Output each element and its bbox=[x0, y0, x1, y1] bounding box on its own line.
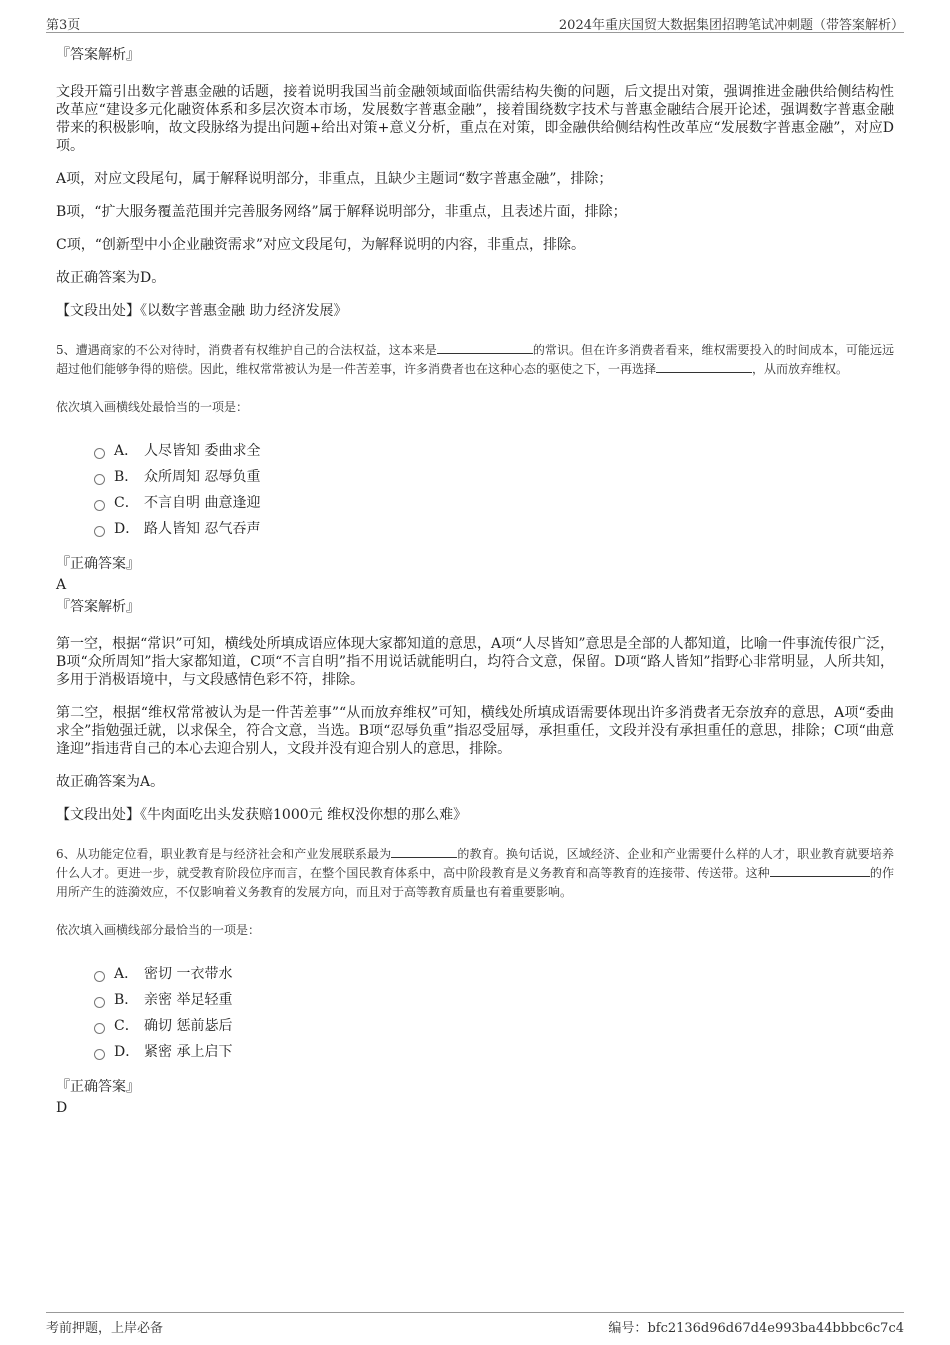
q4-analysis-para-1: 文段开篇引出数字普惠金融的话题，接着说明我国当前金融领域面临供需结构失衡的问题，后文提出对策，强调推进金融供给侧结构性改革应“建设多元化融资体系和多层次资本市场，发展数字普惠金融”，接着围绕数字技术与普惠金融结合展开论述，强调数字普惠金融带来的积极影响，故文段脉络为提出问题+给出对策+意义分析，重点在对策，即金融供给侧结构性改革应“发展数字普惠金融”，对应D项。 bbox=[56, 84, 894, 154]
option-text: 亲密 举足轻重 bbox=[144, 992, 233, 1008]
footer-slogan: 考前押题，上岸必备 bbox=[46, 1321, 164, 1336]
page-footer bbox=[46, 1312, 904, 1335]
q6-options bbox=[94, 961, 894, 1065]
footer-code-value: bfc2136d96d67d4e993ba44bbbc6c7c4 bbox=[647, 1321, 904, 1336]
option-text: 人尽皆知 委曲求全 bbox=[144, 443, 261, 459]
option-text: 紧密 承上启下 bbox=[144, 1044, 233, 1060]
q5-analysis-para-1: 第一空，根据“常识”可知，横线处所填成语应体现大家都知道的意思，A项“人尽皆知”意思是全部的人都知道，比喻一件事流传很广泛，B项“众所周知”指大家都知道，C项“不言自明”指不用说话就能明白，均符合文意，保留。D项“路人皆知”指野心非常明显，人所共知，多用于消极语境中，与文段感情色彩不符，排除。 bbox=[56, 636, 894, 688]
q6-blank-1 bbox=[391, 845, 457, 858]
radio-icon[interactable] bbox=[94, 997, 105, 1008]
q6-text-b: 的教育。换句话说，区域经济、企业和产业需要什么样的人才，职业教育就要培养什么人才。更进一步，就受教育阶段位序而言，在整个国民教育体系中，高中阶段教育是义务教育和高等教育的连接带、传送带。这种 bbox=[56, 847, 894, 880]
q5-answer: A bbox=[56, 577, 67, 593]
q5-source-title: 《牛肉面吃出头发获赔1000元 维权没你想的那么难》 bbox=[140, 807, 468, 823]
q6-option-b[interactable] bbox=[94, 987, 894, 1013]
q4-source-title: 《以数字普惠金融 助力经济发展》 bbox=[140, 303, 348, 319]
q5-option-d[interactable] bbox=[94, 516, 894, 542]
page-number: 第3页 bbox=[46, 18, 81, 33]
q4-source bbox=[56, 302, 894, 321]
q5-option-c[interactable] bbox=[94, 490, 894, 516]
q5-text-c: ，从而放弃维权。 bbox=[752, 362, 849, 376]
q4-analysis-para-4: C项，“创新型中小企业融资需求”对应文段尾句，为解释说明的内容，非重点，排除。 bbox=[56, 237, 586, 253]
radio-icon[interactable] bbox=[94, 526, 105, 537]
option-letter: C． bbox=[114, 495, 139, 511]
document-title: 2024年重庆国贸大数据集团招聘笔试冲刺题（带答案解析） bbox=[558, 18, 904, 33]
main-content bbox=[56, 46, 894, 1121]
radio-icon[interactable] bbox=[94, 500, 105, 511]
radio-icon[interactable] bbox=[94, 1023, 105, 1034]
option-letter: A． bbox=[114, 966, 139, 982]
q6-option-c[interactable] bbox=[94, 1013, 894, 1039]
option-text: 路人皆知 忍气吞声 bbox=[144, 521, 261, 537]
q5-options bbox=[94, 438, 894, 542]
q6-prompt: 依次填入画横线部分最恰当的一项是： bbox=[56, 923, 261, 937]
q4-source-label: 【文段出处】 bbox=[56, 303, 140, 319]
q5-answer-label: 『正确答案』 bbox=[56, 556, 140, 572]
option-text: 众所周知 忍辱负重 bbox=[144, 469, 261, 485]
q5-analysis-label: 『答案解析』 bbox=[56, 599, 140, 615]
q6-blank-2 bbox=[770, 864, 870, 877]
q6-text-a: 6、从功能定位看，职业教育是与经济社会和产业发展联系最为 bbox=[56, 847, 392, 861]
q5-blank-2 bbox=[656, 360, 752, 373]
q4-analysis-label: 『答案解析』 bbox=[56, 47, 140, 63]
q4-analysis-para-5: 故正确答案为D。 bbox=[56, 270, 166, 286]
radio-icon[interactable] bbox=[94, 971, 105, 982]
footer-code-label: 编号： bbox=[608, 1321, 648, 1336]
page-header bbox=[46, 12, 904, 33]
option-text: 确切 惩前毖后 bbox=[144, 1018, 233, 1034]
q4-analysis-para-3: B项，“扩大服务覆盖范围并完善服务网络”属于解释说明部分，非重点，且表述片面，排除； bbox=[56, 204, 627, 220]
q6-answer: D bbox=[56, 1100, 68, 1116]
q5-source-label: 【文段出处】 bbox=[56, 807, 140, 823]
q5-source bbox=[56, 806, 894, 825]
q6-option-a[interactable] bbox=[94, 961, 894, 987]
q4-analysis-para-2: A项，对应文段尾句，属于解释说明部分，非重点，且缺少主题词“数字普惠金融”，排除； bbox=[56, 171, 613, 187]
option-letter: C． bbox=[114, 1018, 139, 1034]
radio-icon[interactable] bbox=[94, 474, 105, 485]
q6-text-c: 的作用所产生的涟漪效应，不仅影响着义务教育的发展方向，而且对于高等教育质量也有着重要影响。 bbox=[56, 866, 894, 899]
q5-analysis-para-2: 第二空，根据“维权常常被认为是一件苦差事”“从而放弃维权”可知，横线处所填成语需要体现出许多消费者无奈放弃的意思，A项“委曲求全”指勉强迁就，以求保全，符合文意，当选。B项“忍辱负重”指忍受屈辱，承担重任，文段并没有承担重任的意思，排除；C项“曲意逢迎”指违背自己的本心去迎合别人，文段并没有迎合别人的意思，排除。 bbox=[56, 705, 894, 757]
option-text: 密切 一衣带水 bbox=[144, 966, 233, 982]
option-letter: D． bbox=[114, 521, 140, 537]
q6-question bbox=[56, 845, 894, 902]
q6-answer-label: 『正确答案』 bbox=[56, 1079, 140, 1095]
option-text: 不言自明 曲意逢迎 bbox=[144, 495, 261, 511]
footer-code bbox=[608, 1317, 904, 1336]
option-letter: B． bbox=[114, 992, 139, 1008]
option-letter: D． bbox=[114, 1044, 140, 1060]
option-letter: A． bbox=[114, 443, 139, 459]
radio-icon[interactable] bbox=[94, 1049, 105, 1060]
q5-option-a[interactable] bbox=[94, 438, 894, 464]
q6-option-d[interactable] bbox=[94, 1039, 894, 1065]
q5-blank-1 bbox=[437, 341, 533, 354]
q5-text-a: 5、遭遇商家的不公对待时，消费者有权维护自己的合法权益，这本来是 bbox=[56, 343, 437, 357]
radio-icon[interactable] bbox=[94, 448, 105, 459]
q5-option-b[interactable] bbox=[94, 464, 894, 490]
q5-text-b: 的常识。但在许多消费者看来，维权需要投入的时间成本，可能远远超过他们能够争得的赔偿。因此，维权常常被认为是一件苦差事，许多消费者也在这种心态的驱使之下，一再选择 bbox=[56, 343, 894, 376]
q5-analysis-para-3: 故正确答案为A。 bbox=[56, 774, 165, 790]
option-letter: B． bbox=[114, 469, 139, 485]
q5-question bbox=[56, 341, 894, 379]
q5-prompt: 依次填入画横线处最恰当的一项是： bbox=[56, 400, 249, 414]
